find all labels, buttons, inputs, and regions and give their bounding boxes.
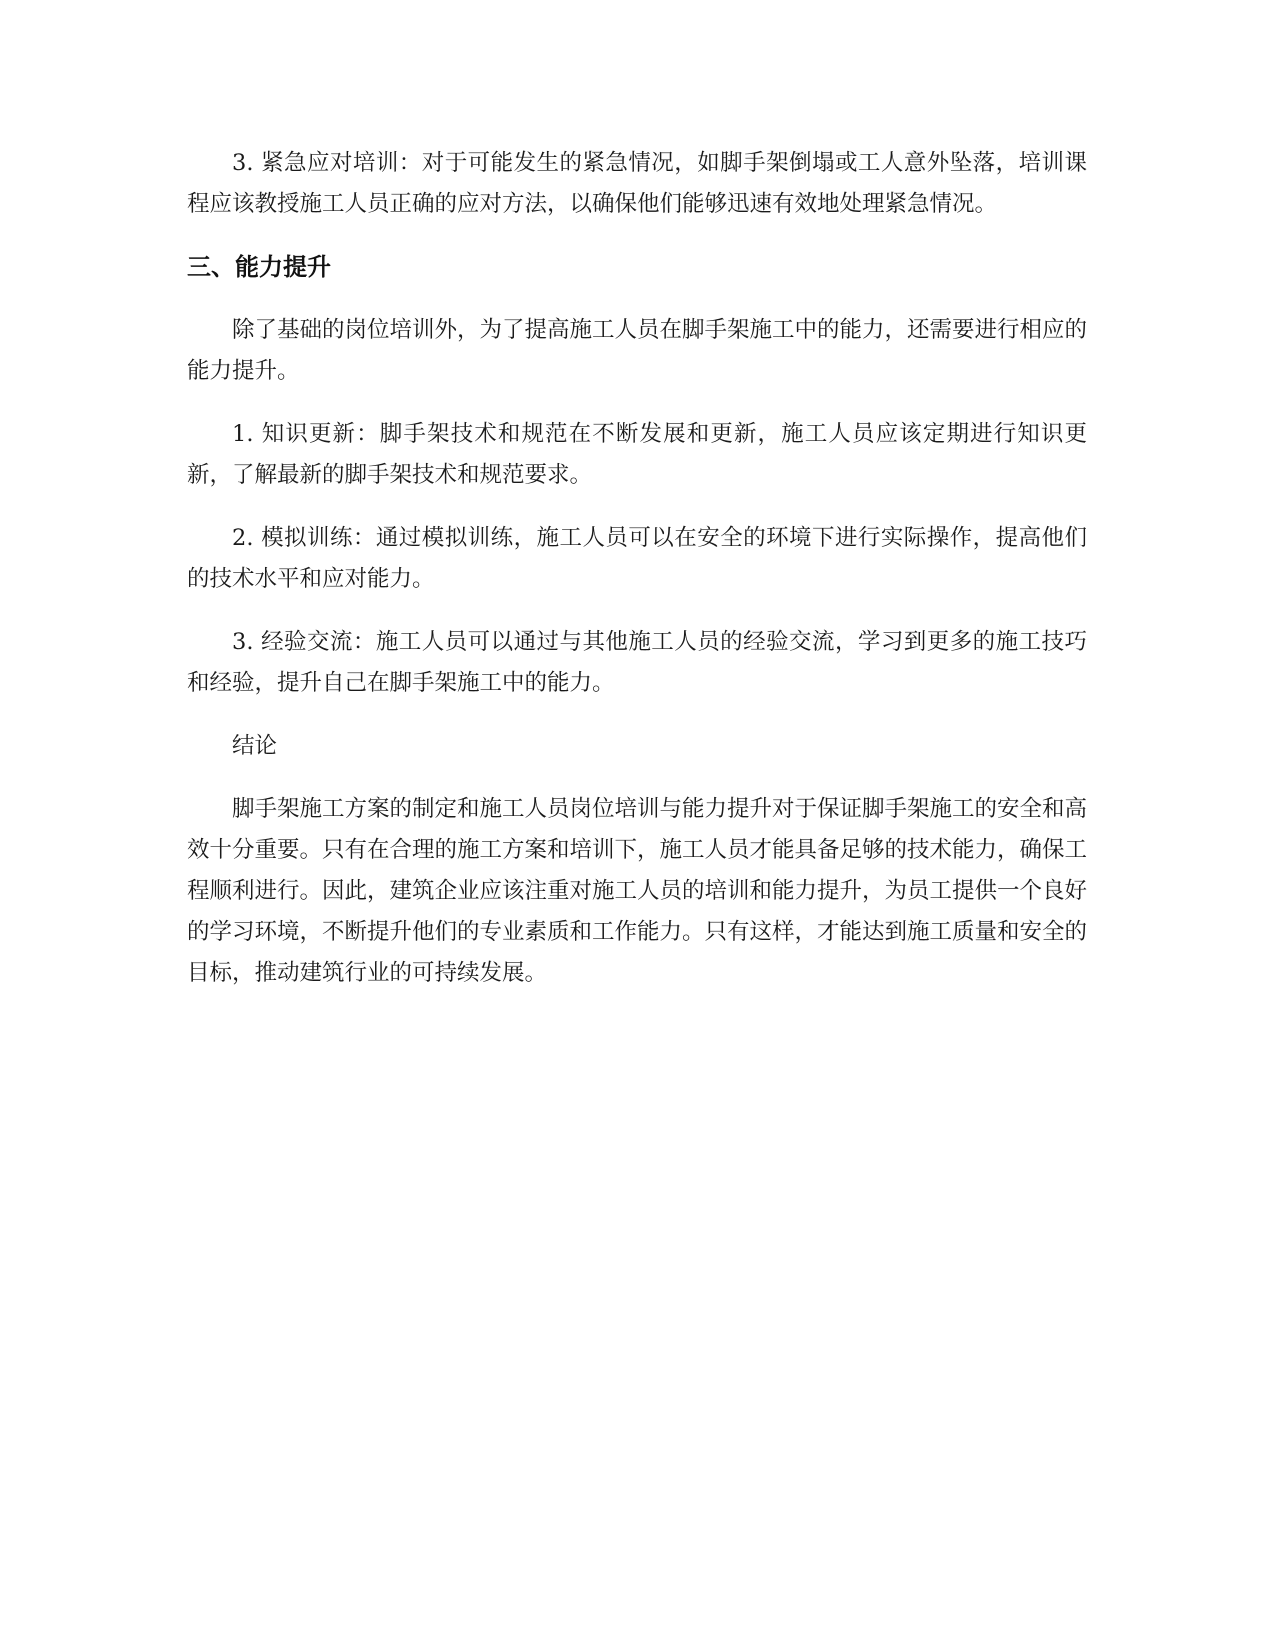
section-heading-ability-improvement: 三、能力提升 [187,253,331,281]
document-body [187,143,1087,1016]
list-item-simulation-training: 2. 模拟训练：通过模拟训练，施工人员可以在安全的环境下进行实际操作，提高他们的技术水平和应对能力。 [187,525,1087,592]
section-intro-paragraph: 除了基础的岗位培训外，为了提高施工人员在脚手架施工中的能力，还需要进行相应的能力提升。 [187,317,1088,384]
conclusion-paragraph: 脚手架施工方案的制定和施工人员岗位培训与能力提升对于保证脚手架施工的安全和高效十分重要。只有在合理的施工方案和培训下，施工人员才能具备足够的技术能力，确保工程顺利进行。因此，建筑企业应该注重对施工人员的培训和能力提升，为员工提供一个良好的学习环境，不断提升他们的专业素质和工作能力。只有这样，才能达到施工质量和安全的目标，推动建筑行业的可持续发展。 [187,796,1088,986]
list-item-knowledge-update: 1. 知识更新：脚手架技术和规范在不断发展和更新，施工人员应该定期进行知识更新，了解最新的脚手架技术和规范要求。 [187,421,1087,488]
list-item-experience-exchange: 3. 经验交流：施工人员可以通过与其他施工人员的经验交流，学习到更多的施工技巧和经验，提升自己在脚手架施工中的能力。 [187,629,1087,696]
conclusion-label: 结论 [232,733,278,759]
paragraph-emergency-training: 3. 紧急应对培训：对于可能发生的紧急情况，如脚手架倒塌或工人意外坠落，培训课程应该教授施工人员正确的应对方法，以确保他们能够迅速有效地处理紧急情况。 [187,150,1087,217]
